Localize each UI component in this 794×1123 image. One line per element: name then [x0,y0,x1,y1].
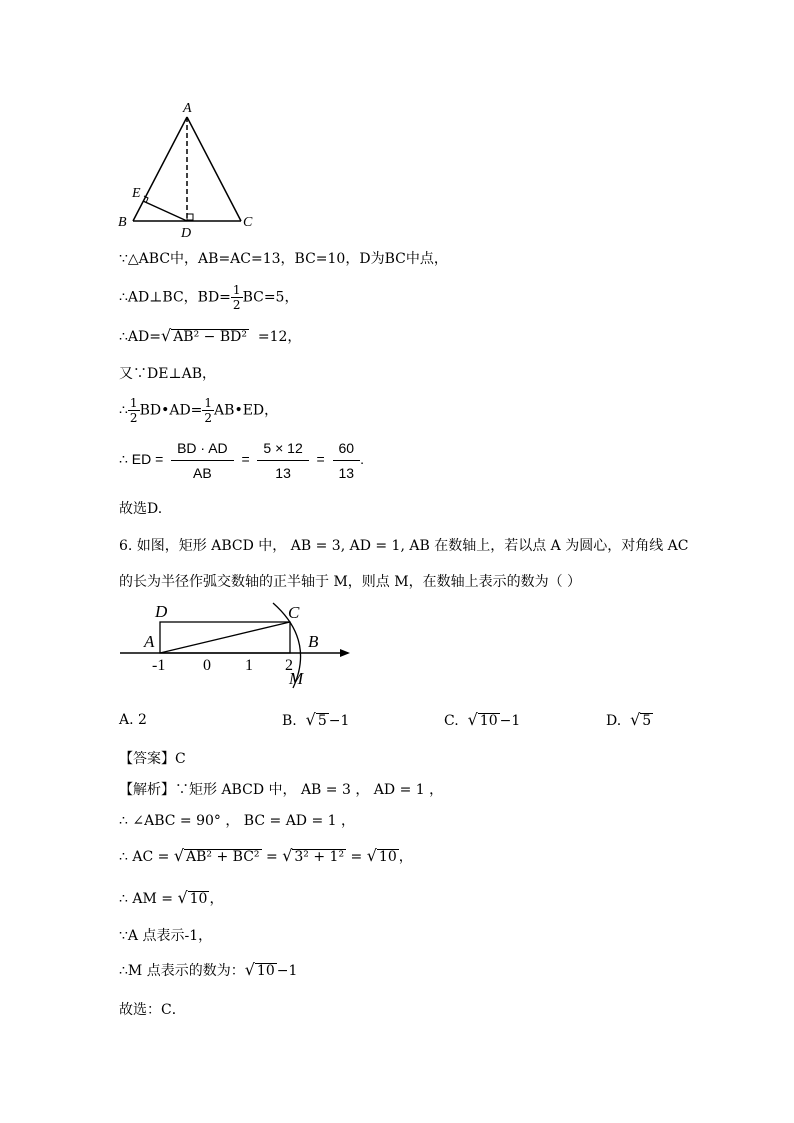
label-d: D [155,602,168,621]
frac-num: 1 [204,396,213,410]
analysis-line3 [119,888,223,908]
option-b-label: B. [282,713,297,729]
frac-num: 1 [129,396,138,410]
frac-den: 13 [338,465,355,481]
equals-sign: = [350,849,363,865]
q6-line1: 6. 如图，矩形 ABCD 中， AB = 3, AD = 1, AB 在数轴上，若以点 A 为圆心，对角线 AC [119,538,689,554]
label-b: B [308,632,319,651]
fraction-half-1 [128,397,140,424]
a2-end: ， [398,849,413,865]
sol5-line2 [119,284,298,311]
right-angle-d [187,214,193,220]
sqrt-icon: √ [630,710,641,729]
frac-num: 5 × 12 [257,440,308,461]
option-b-post: −1 [328,713,350,729]
frac-num: BD · AD [171,440,234,461]
option-c-label: C. [444,713,459,729]
tick-label-0: 0 [203,657,211,674]
sol5-line5-pre: ∴ [119,402,128,419]
fraction-5x12-13 [257,440,308,481]
option-d [606,710,653,729]
option-b [282,710,349,729]
analysis-head: 【解析】∵矩形 ABCD 中， AB = 3 ， AD = 1 ， [119,782,444,798]
q6-line2: 的长为半径作弧交数轴的正半轴于 M，则点 M，在数轴上表示的数为（ ） [119,574,582,590]
sol5-radicand: AB² − BD² [173,329,247,345]
tick-label-neg1: -1 [152,657,166,674]
a3-pre: ∴ AM = [119,891,173,907]
sqrt-icon: √ [467,710,478,729]
label-a: A [183,101,192,116]
frac-num: 1 [232,283,241,297]
label-c: C [288,603,300,622]
label-d: D [181,226,192,240]
triangle-figure [110,95,270,240]
option-d-radicand: 5 [642,713,652,729]
a2-radicand-1: AB² + BC² [186,849,260,865]
option-c-radicand: 10 [479,713,498,729]
label-a: A [144,632,155,651]
analysis-line4: ∵A 点表示-1， [119,928,213,944]
sol5-line2-post: BC=5， [242,289,299,306]
period: . [360,451,364,468]
option-c-post: −1 [499,713,521,729]
frac-den: 13 [275,465,291,481]
sol5-line6-pre: ∴ ED = [119,451,164,468]
sqrt-icon: √ [366,846,377,865]
sol5-line3 [119,326,301,346]
sqrt-icon: √ [282,846,293,865]
a3-radicand: 10 [189,891,208,907]
side-ab [133,117,187,221]
tick-label-2: 2 [285,657,293,674]
number-line-figure [115,600,360,690]
option-b-radicand: 5 [317,713,327,729]
a5-post: −1 [276,963,298,979]
a5-radicand: 10 [256,963,275,979]
diagonal-ac [160,622,290,653]
option-d-label: D. [606,713,622,729]
fraction-60-13 [333,440,361,481]
equals-sign: = [266,849,278,865]
fraction-bd-ad-ab [171,440,234,481]
a3-end: ， [209,891,224,907]
analysis-line1: ∴ ∠ABC = 90° ， BC = AD = 1 ， [119,813,356,829]
label-e: E [132,186,141,201]
segment-de [143,201,187,221]
a2-radicand-2: 3² + 1² [294,849,345,865]
sol5-line5 [119,397,278,424]
sqrt-icon: √ [305,710,316,729]
sqrt-icon: √ [177,888,188,907]
option-a: A. 2 [119,712,147,728]
frac-den: 2 [232,298,241,312]
sol5-line1: ∵△ABC中，AB=AC=13，BC=10，D为BC中点， [119,251,448,267]
fraction-half-2 [202,397,214,424]
sol5-line5-mid: BD•AD= [139,402,203,419]
option-c [444,710,520,729]
analysis-choose: 故选：C． [119,1002,186,1018]
sol5-choose: 故选D. [119,501,163,517]
side-ac [187,117,241,221]
frac-den: AB [193,465,212,481]
sol5-line5-post: AB•ED， [214,402,279,419]
a2-radicand-3: 10 [378,849,397,865]
frac-den: 2 [204,411,213,425]
a5-pre: ∴M 点表示的数为： [119,963,245,979]
analysis-line2 [119,846,413,866]
sol5-line3-post: =12， [257,329,302,345]
sqrt-icon: √ [160,326,172,345]
frac-num: 60 [333,440,361,461]
sqrt-icon: √ [244,960,255,979]
sol5-line2-pre: ∴AD⊥BC，BD= [119,289,231,306]
sol5-line3-pre: ∴AD= [119,329,161,345]
fraction-half [231,284,243,311]
frac-den: 2 [129,411,138,425]
sol5-line4: 又∵DE⊥AB， [119,366,217,382]
sqrt-icon: √ [173,846,185,865]
equals-sign: = [241,451,250,468]
sol5-line6 [119,440,364,481]
label-b: B [118,215,127,230]
arrow-right-icon [340,649,350,657]
a2-pre: ∴ AC = [119,849,170,865]
label-c: C [243,215,253,230]
equals-sign: = [316,451,325,468]
analysis-line5 [119,960,297,980]
answer-label: 【答案】C [119,751,186,767]
label-m: M [289,669,304,688]
tick-label-1: 1 [245,657,253,674]
